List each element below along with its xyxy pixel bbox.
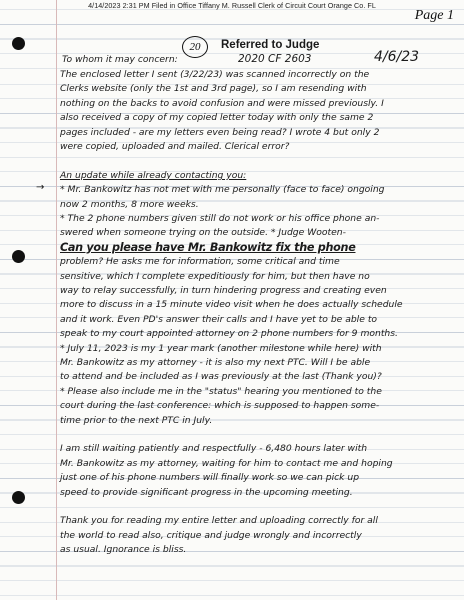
- letter-line: swered when someone trying on the outside. * Judge Wooten-: [60, 227, 346, 239]
- letter-line: to attend and be included as I was previously at the last (Thank you)?: [60, 371, 382, 383]
- letter-line: pages included - are my letters even being read? I wrote 4 but only 2: [60, 126, 380, 138]
- letter-line: speed to provide significant progress in the upcoming meeting.: [60, 486, 353, 498]
- greeting: To whom it may concern:: [62, 54, 178, 65]
- letter-line: the world to read also, critique and judge wrongly and incorrectly: [60, 529, 362, 541]
- letter-line: way to relay successfully, in turn hindering progress and creating even: [60, 285, 387, 296]
- punch-hole-icon: [12, 491, 25, 504]
- letter-line: court during the last conference: which is supposed to happen some-: [60, 400, 380, 412]
- letter-line: Thank you for reading my entire letter and uploading correctly for all: [60, 515, 378, 527]
- letter-line: time prior to the next PTC in July.: [60, 414, 213, 426]
- case-number: 2020 CF 2603: [238, 53, 312, 65]
- letter-line: problem? He asks me for information, some critical and time: [60, 256, 340, 268]
- letter-date: 4/6/23: [374, 49, 420, 65]
- letter-line: Mr. Bankowitz as my attorney, waiting for him to contact me and hoping: [60, 457, 393, 469]
- letter-line: more to discuss in a 15 minute video visit when he does actually schedule: [60, 299, 403, 311]
- letter-line: also received a copy of my copied letter today with only the same 2: [60, 112, 374, 124]
- letter-line: as usual. Ignorance is bliss.: [60, 544, 187, 556]
- referred-stamp: Referred to Judge: [221, 39, 320, 51]
- letter-line: just one of his phone numbers will finally work so we can pick up: [60, 472, 360, 484]
- letter-line: * Please also include me in the "status" hearing you mentioned to the: [60, 385, 382, 397]
- letter-line: * Mr. Bankowitz has not met with me personally (face to face) ongoing: [60, 184, 385, 196]
- arrow-icon: →: [36, 182, 45, 193]
- letter-line: were copied, uploaded and mailed. Clerical error?: [60, 141, 290, 152]
- letter-line: now 2 months, 8 more weeks.: [60, 198, 199, 210]
- circled-number: 20: [182, 36, 208, 58]
- letter-line: Can you please have Mr. Bankowitz fix the phone: [60, 240, 356, 254]
- punch-hole-icon: [12, 250, 25, 263]
- punch-hole-icon: [12, 37, 25, 50]
- letter-line: The enclosed letter I sent (3/22/23) was scanned incorrectly on the: [60, 69, 370, 80]
- letter-line: speak to my court appointed attorney on 2 phone numbers for 9 months.: [60, 328, 398, 340]
- letter-line: and it work. Even PD's answer their calls and I have yet to be able to: [60, 313, 378, 325]
- letter-line: I am still waiting patiently and respectfully - 6,480 hours later with: [60, 443, 368, 455]
- letter-line: * The 2 phone numbers given still do not work or his office phone an-: [60, 213, 380, 224]
- margin-rule: [56, 0, 57, 600]
- page-label: Page 1: [414, 8, 454, 23]
- letter-line: * July 11, 2023 is my 1 year mark (another milestone while here) with: [60, 342, 382, 354]
- filing-stamp: 4/14/2023 2:31 PM Filed in Office Tiffany M. Russell Clerk of Circuit Court Orange Co. FL: [88, 1, 376, 10]
- letter-line: An update while already contacting you:: [60, 169, 247, 181]
- letter-line: nothing on the backs to avoid confusion and were missed previously. I: [60, 97, 384, 109]
- letter-line: sensitive, which I complete expeditiously for him, but then have no: [60, 270, 370, 282]
- letter-line: Clerks website (only the 1st and 3rd page), so I am resending with: [60, 83, 367, 95]
- letter-line: Mr. Bankowitz as my attorney - it is also my next PTC. Will I be able: [60, 357, 371, 368]
